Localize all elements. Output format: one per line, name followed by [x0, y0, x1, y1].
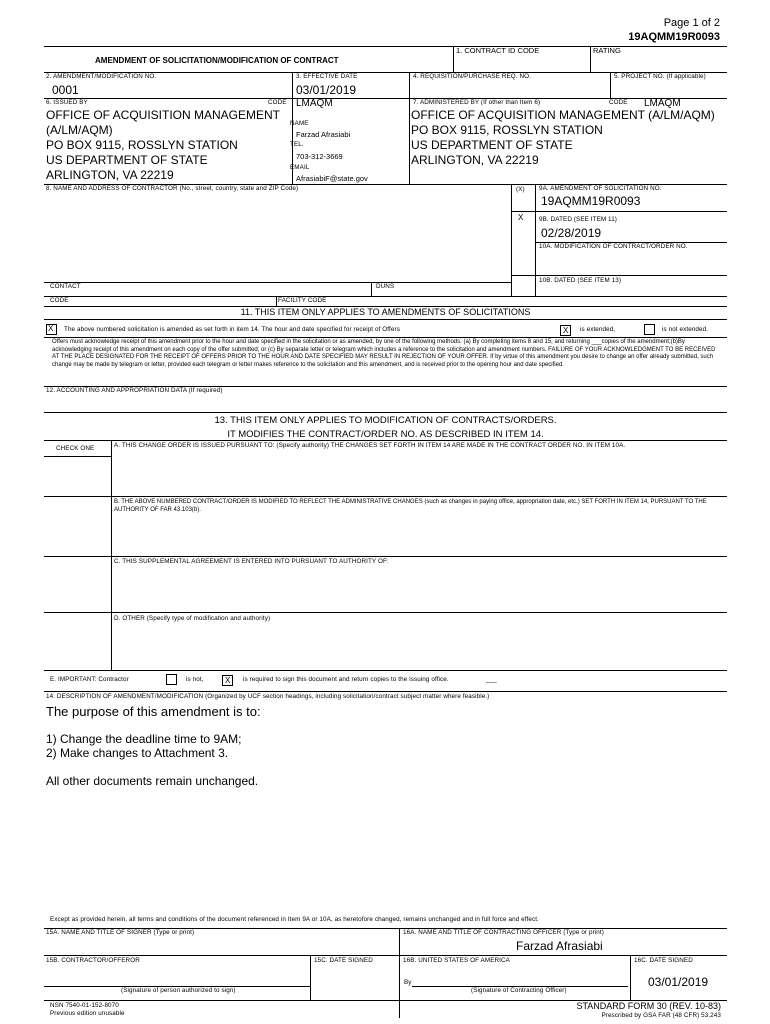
issued-by-code: LMAQM: [296, 98, 333, 109]
item11-text: The above numbered solicitation is amended as set forth in item 14. The hour and date specified for receipt of Offers: [64, 326, 400, 333]
item11-paragraph: Offers must acknowledge receipt of this amendment prior to the hour and date specified in the solicitation or as amended, by one of the following methods: (a) By completing items 8 and 15, and returning ___copies of the amendment;(b)By acknowledging receipt of this amendment on each copy of the offer submitted; or (c) By separate letter or telegram which includes a reference to the solicitation and amendment numbers. FAILURE OF YOUR ACKNOWLEDGMENT TO BE RECEIVED AT THE PLACE DESIGNATED FOR THE RECEIPT OF OFFERS PRIOR TO THE HOUR AND DATE SPECIFIED MAY RESULT IN REJECTION OF YOUR OFFER. If by virtue of this amendment you desire to change an offer already submitted, such change may be made by telegram or letter, provided each telegram or letter makes reference to the solicitation and this amendment, and is received prior to the opening hour and date specified.: [52, 339, 716, 368]
solicitation-dated: 02/28/2019: [541, 226, 602, 240]
item11-title: 11. THIS ITEM ONLY APPLIES TO AMENDMENTS OF SOLICITATIONS: [240, 307, 531, 317]
contact-tel: 703-312-3669: [296, 152, 343, 161]
amendment-number: 0001: [52, 83, 79, 97]
effective-date: 03/01/2019: [296, 83, 357, 97]
contact-name: Farzad Afrasiabi: [296, 130, 351, 139]
is-not-extended-checkbox[interactable]: [644, 324, 655, 335]
item16c-label: 16C. DATE SIGNED: [634, 957, 693, 964]
item7-label: 7. ADMINISTERED BY (If other than Item 6): [413, 99, 541, 106]
item15b-label: 15B. CONTRACTOR/OFFEROR: [46, 957, 140, 964]
solicitation-id-header: 19AQMM19R0093: [628, 31, 720, 43]
description-line-3: 2) Make changes to Attachment 3.: [46, 746, 229, 760]
item2-label: 2. AMENDMENT/MODIFICATION NO.: [46, 73, 157, 80]
by-label: By: [404, 979, 412, 986]
except-text: Except as provided herein, all terms and conditions of the document referenced in Item 9A or 10A, as heretofore changed, remains unchanged and in full force and effect.: [50, 916, 539, 923]
item15c-label: 15C. DATE SIGNED: [314, 957, 373, 964]
email-label: EMAIL: [290, 164, 310, 171]
contract-id-label: 1. CONTRACT ID CODE: [456, 46, 540, 55]
item5-label: 5. PROJECT NO. (If applicable): [614, 73, 706, 80]
code-label: CODE: [50, 297, 69, 304]
is-required-text: is required to sign this document and return copies to the issuing office.: [243, 676, 449, 683]
amendment-of-solicitation-no: 19AQMM19R0093: [541, 194, 641, 208]
form-title: AMENDMENT OF SOLICITATION/MODIFICATION OF CONTRACT: [95, 56, 339, 65]
administered-by-line-2: PO BOX 9115, ROSSLYN STATION: [411, 123, 603, 137]
check-one-label: CHECK ONE: [56, 445, 95, 452]
date-signed-16c: 03/01/2019: [648, 975, 709, 989]
standard-form-label: STANDARD FORM 30 (REV. 10-83): [576, 1001, 721, 1011]
administered-by-code: LMAQM: [644, 98, 681, 109]
previous-edition: Previous edition unusable: [50, 1010, 125, 1017]
item-e-label: E. IMPORTANT: Contractor: [50, 676, 129, 683]
tel-label: TEL.: [290, 141, 304, 148]
is-not-extended-label: is not extended.: [662, 326, 709, 333]
description-line-2: 1) Change the deadline time to 9AM;: [46, 732, 242, 746]
is-required-mark: X: [225, 676, 231, 685]
contracting-officer-name: Farzad Afrasiabi: [516, 939, 603, 953]
issued-by-line-3: PO BOX 9115, ROSSLYN STATION: [46, 138, 238, 152]
item12-label: 12. ACCOUNTING AND APPROPRIATION DATA (If required): [46, 387, 223, 394]
item13b-text: B. THE ABOVE NUMBERED CONTRACT/ORDER IS MODIFIED TO REFLECT THE ADMINISTRATIVE CHANGES (such as changes in paying office, appropriation date, etc.) SET FORTH IN ITEM 14, PURSUANT TO THE AUTHORITY OF FAR 43.103(b).: [114, 499, 707, 513]
item13c-text: C. THIS SUPPLEMENTAL AGREEMENT IS ENTERED INTO PURSUANT TO AUTHORITY OF:: [114, 558, 389, 565]
name-label: NAME: [290, 120, 309, 127]
item16b-label: 16B. UNITED STATES OF AMERICA: [403, 957, 510, 964]
description-line-4: All other documents remain unchanged.: [46, 774, 259, 788]
item8-label: 8. NAME AND ADDRESS OF CONTRACTOR (No., street, country, state and ZIP Code): [46, 185, 299, 192]
item9a-label: 9A. AMENDMENT OF SOLICITATION NO.: [539, 185, 662, 192]
page-number: Page 1 of 2: [663, 17, 720, 29]
item13d-text: D. OTHER (Specify type of modification and authority): [114, 615, 271, 622]
gsa-label: Prescribed by GSA FAR (48 CFR) 53.243: [601, 1012, 721, 1019]
description-line-1: The purpose of this amendment is to:: [46, 704, 261, 719]
copies-blank: ___: [486, 676, 497, 683]
item10a-label: 10A. MODIFICATION OF CONTRACT/ORDER NO.: [539, 243, 688, 250]
item4-label: 4. REQUISITION/PURCHASE REQ. NO.: [413, 73, 531, 80]
item13a-text: A. THIS CHANGE ORDER IS ISSUED PURSUANT TO: (Specify authority) THE CHANGES SET FORTH IN ITEM 14 ARE MADE IN THE CONTRACT ORDER NO. IN ITEM 10A.: [114, 442, 626, 449]
item10b-label: 10B. DATED (SEE ITEM 13): [539, 277, 622, 284]
contact-label: CONTACT: [50, 283, 81, 290]
item16a-label: 16A. NAME AND TITLE OF CONTRACTING OFFICER (Type or print): [403, 929, 604, 936]
administered-by-line-1: OFFICE OF ACQUISITION MANAGEMENT (A/LM/AQM): [411, 108, 715, 122]
facility-code-label: FACILITY CODE: [278, 297, 327, 304]
item13-title-2: IT MODIFIES THE CONTRACT/ORDER NO. AS DESCRIBED IN ITEM 14.: [227, 429, 544, 440]
item14-label: 14. DESCRIPTION OF AMENDMENT/MODIFICATION (Organized by UCF section headings, including solicitation/contract subject matter where feasible.): [46, 693, 490, 700]
is-not-label: is not,: [186, 676, 204, 683]
item6-code-label: CODE: [268, 99, 287, 106]
contact-email: AfrasiabiF@state.gov: [296, 174, 368, 183]
issued-by-line-5: ARLINGTON, VA 22219: [46, 168, 174, 182]
is-extended-label: is extended,: [580, 326, 616, 333]
item15a-label: 15A. NAME AND TITLE OF SIGNER (Type or print): [46, 929, 195, 936]
signature-15-label: (Signature of person authorized to sign): [121, 987, 236, 994]
signature-16-label: (Signature of Contracting Officer): [471, 987, 567, 994]
item13-title-1: 13. THIS ITEM ONLY APPLIES TO MODIFICATION OF CONTRACTS/ORDERS.: [214, 415, 557, 426]
item11-check-mark: X: [48, 324, 54, 333]
is-extended-mark: X: [563, 326, 569, 335]
is-not-checkbox[interactable]: [166, 674, 177, 685]
item3-label: 3. EFFECTIVE DATE: [296, 73, 358, 80]
item9-check-mark: X: [518, 213, 524, 222]
administered-by-line-3: US DEPARTMENT OF STATE: [411, 138, 573, 152]
nsn-number: NSN 7540-01-152-8070: [50, 1002, 119, 1009]
item7-code-label: CODE: [609, 99, 628, 106]
x-column-header: (X): [516, 186, 525, 193]
item6-label: 6. ISSUED BY: [46, 99, 88, 106]
rating-label: RATING: [593, 46, 621, 55]
duns-label: DUNS: [376, 283, 395, 290]
issued-by-line-2: (A/LM/AQM): [46, 123, 113, 137]
issued-by-line-4: US DEPARTMENT OF STATE: [46, 153, 208, 167]
item9b-label: 9B. DATED (SEE ITEM 11): [539, 216, 617, 223]
administered-by-line-4: ARLINGTON, VA 22219: [411, 153, 539, 167]
issued-by-line-1: OFFICE OF ACQUISITION MANAGEMENT: [46, 108, 281, 122]
